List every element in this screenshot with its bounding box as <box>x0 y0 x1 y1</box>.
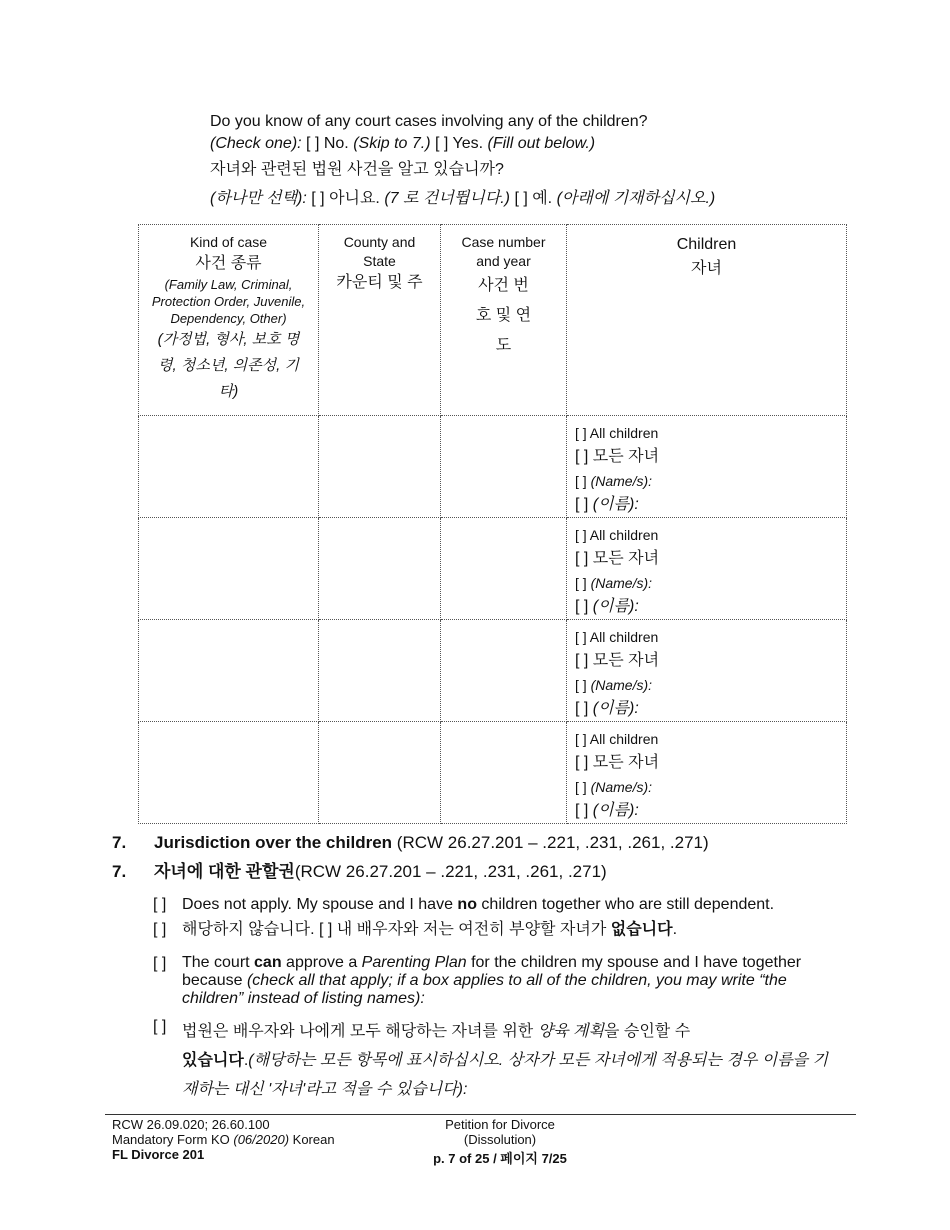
footer-center: Petition for Divorce (Dissolution) p. 7 of 25 / 페이지 7/25 <box>433 1117 567 1166</box>
children-cell <box>567 518 847 620</box>
does-not-apply-checkbox[interactable]: [ ] <box>153 896 167 913</box>
case-number-cell[interactable] <box>441 722 567 824</box>
all-children-checkbox[interactable]: [ ] All children <box>575 527 659 543</box>
names-checkbox-ko: [ ] (이름): <box>575 496 639 513</box>
children-cell <box>567 416 847 518</box>
header-kind-of-case: Kind of case 사건 종류 (Family Law, Criminal, Protection Order, Juvenile, Dependency, Other) (가정법, 형사, 보호 명령, 청소년, 의존성, 기타) <box>139 225 319 416</box>
names-checkbox: [ ] (Name/s): <box>575 473 653 489</box>
header-county-state: County and State 카운티 및 주 <box>319 225 441 416</box>
question-options-en: (Check one): [ ] No. (Skip to 7.) [ ] Yes. (Fill out below.) <box>210 135 596 152</box>
yes-checkbox-ko[interactable]: [ ] 예. <box>514 190 553 207</box>
kind-cell[interactable] <box>139 722 319 824</box>
court-can-approve-checkbox-ko[interactable]: [ ] <box>153 1018 167 1035</box>
court-can-approve-option-ko: [ ] 법원은 배우자와 나에게 모두 해당하는 자녀를 위한 양육 계획을 승인할 수 있습니다.(해당하는 모든 항목에 표시하십시오. 상자가 모든 자녀에게 적용되는 경우 이름을 기재하는 대신 '자녀'라고 적을 수 있습니다): <box>153 1018 829 1098</box>
children-cell <box>567 620 847 722</box>
names-checkbox-ko: [ ] (이름): <box>575 598 639 615</box>
table-row <box>139 722 847 824</box>
names-checkbox: [ ] (Name/s): <box>575 575 653 591</box>
footer-left: RCW 26.09.020; 26.60.100 Mandatory Form KO (06/2020) Korean FL Divorce 201 <box>112 1117 335 1162</box>
all-children-checkbox-ko[interactable]: [ ] 모든 자녀 <box>575 448 660 465</box>
case-number-cell[interactable] <box>441 620 567 722</box>
table-row <box>139 518 847 620</box>
footer-divider <box>105 1114 856 1115</box>
county-cell[interactable] <box>319 620 441 722</box>
question-options-ko: (하나만 선택): [ ] 아니요. (7 로 건너뜁니다.) [ ] 예. (아래에 기재하십시오.) <box>210 190 716 207</box>
header-children: Children 자녀 <box>567 225 847 416</box>
children-cell <box>567 722 847 824</box>
does-not-apply-option: [ ] Does not apply. My spouse and I have no children together who are still dependent. <box>153 896 775 913</box>
does-not-apply-option-ko: [ ] 해당하지 않습니다. [ ] 내 배우자와 저는 여전히 부양할 자녀가 없습니다. <box>153 921 678 938</box>
table-row <box>139 416 847 518</box>
no-checkbox-ko[interactable]: [ ] 아니요. <box>311 190 380 207</box>
yes-checkbox[interactable]: [ ] Yes. <box>435 135 484 152</box>
names-checkbox: [ ] (Name/s): <box>575 779 653 795</box>
does-not-apply-checkbox-ko[interactable]: [ ] <box>153 921 167 938</box>
table-header-row <box>139 225 847 416</box>
table-row <box>139 620 847 722</box>
county-cell[interactable] <box>319 416 441 518</box>
case-number-cell[interactable] <box>441 416 567 518</box>
all-children-checkbox-ko[interactable]: [ ] 모든 자녀 <box>575 652 660 669</box>
names-checkbox-ko: [ ] (이름): <box>575 802 639 819</box>
all-children-checkbox[interactable]: [ ] All children <box>575 731 659 747</box>
kind-cell[interactable] <box>139 416 319 518</box>
all-children-checkbox[interactable]: [ ] All children <box>575 425 659 441</box>
page-number: p. 7 of 25 / 페이지 7/25 <box>433 1151 567 1166</box>
header-case-number: Case number and year 사건 번호 및 연도 <box>441 225 567 416</box>
county-cell[interactable] <box>319 518 441 620</box>
county-cell[interactable] <box>319 722 441 824</box>
question-en: Do you know of any court cases involving any of the children? <box>210 113 648 130</box>
section-7-heading-en: 7. Jurisdiction over the children (RCW 26.27.201 – .221, .231, .261, .271) <box>112 833 709 852</box>
names-checkbox-ko: [ ] (이름): <box>575 700 639 717</box>
case-number-cell[interactable] <box>441 518 567 620</box>
court-can-approve-option: [ ] The court can approve a Parenting Plan for the children my spouse and I have together because (check all that apply; if a box applies to all of the children, you may write “the children” instead of listing names): <box>153 954 802 1007</box>
kind-cell[interactable] <box>139 518 319 620</box>
names-checkbox: [ ] (Name/s): <box>575 677 653 693</box>
all-children-checkbox[interactable]: [ ] All children <box>575 629 659 645</box>
kind-cell[interactable] <box>139 620 319 722</box>
section-7-heading-ko: 7. 자녀에 대한 관할권(RCW 26.27.201 – .221, .231, .261, .271) <box>112 862 607 881</box>
court-cases-table <box>138 224 847 824</box>
no-checkbox[interactable]: [ ] No. <box>306 135 349 152</box>
court-can-approve-checkbox[interactable]: [ ] <box>153 955 167 972</box>
all-children-checkbox-ko[interactable]: [ ] 모든 자녀 <box>575 550 660 567</box>
question-ko: 자녀와 관련된 법원 사건을 알고 있습니까? <box>210 161 504 178</box>
all-children-checkbox-ko[interactable]: [ ] 모든 자녀 <box>575 754 660 771</box>
